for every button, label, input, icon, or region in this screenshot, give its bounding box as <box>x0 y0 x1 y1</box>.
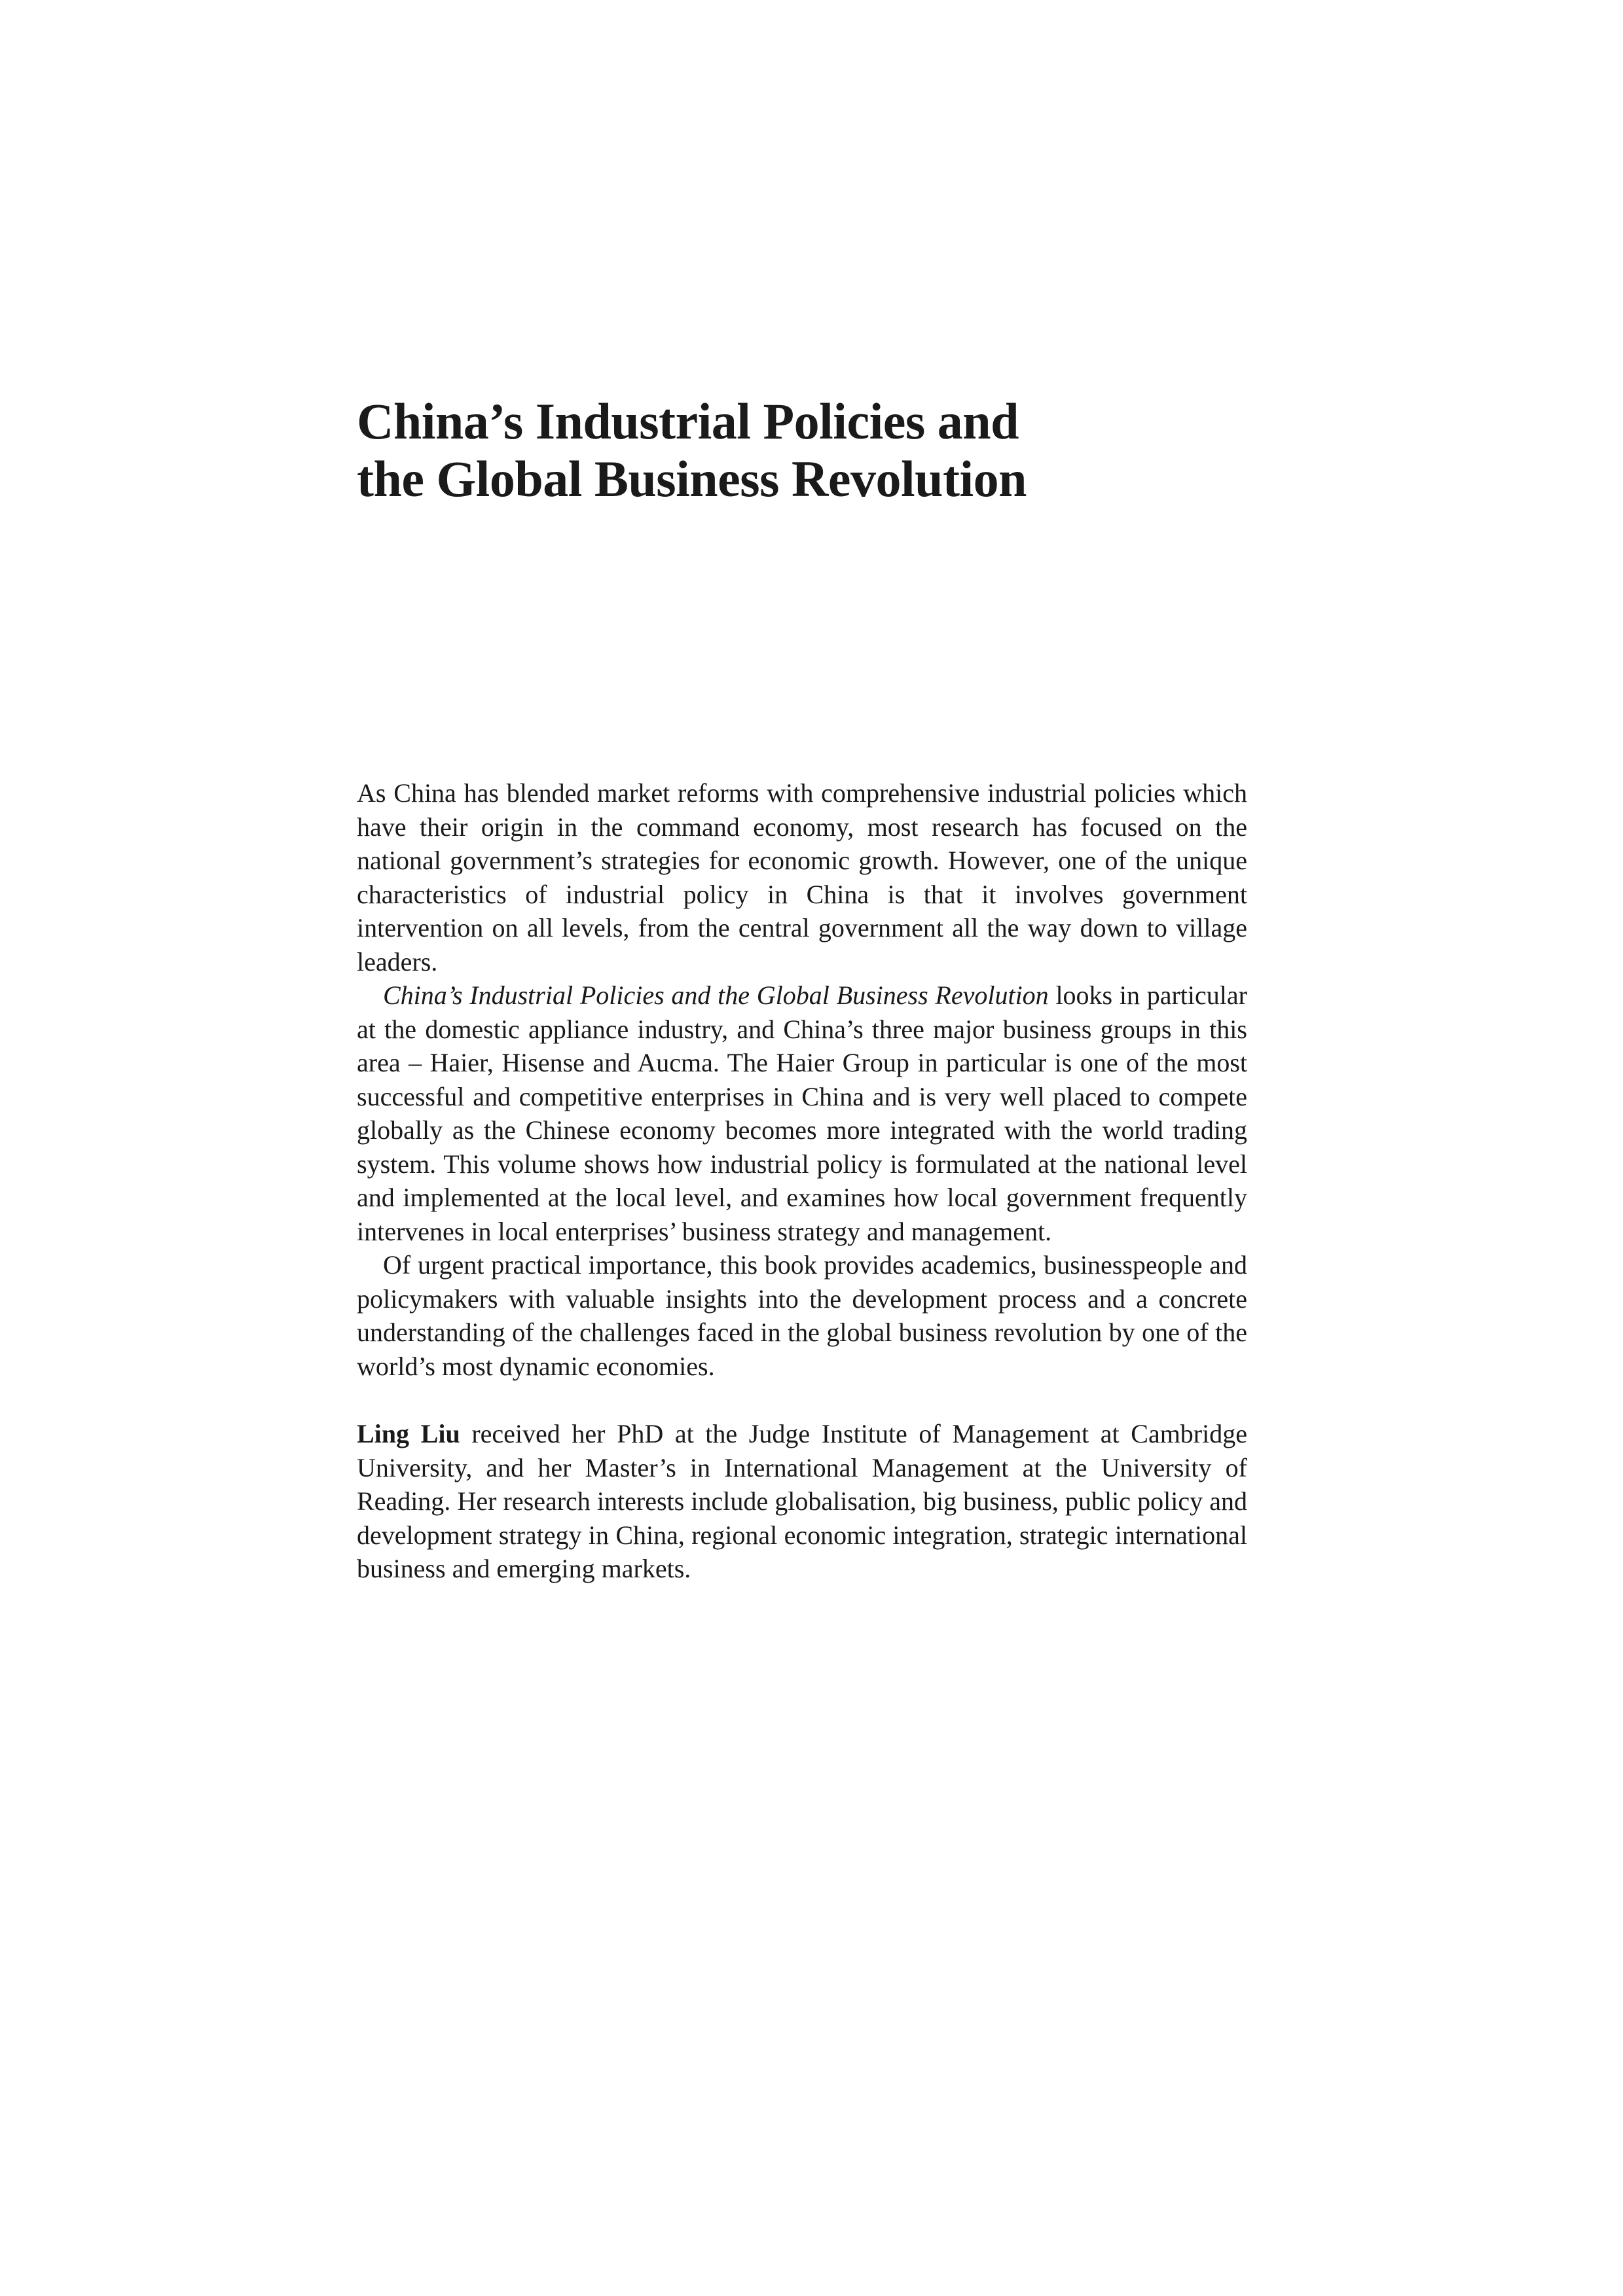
book-title-italic: China’s Industrial Policies and the Global Business Revolution <box>383 980 1049 1010</box>
blurb <box>357 776 1247 1586</box>
description-paragraph-2-text: looks in particular at the domestic appliance industry, and China’s three major business groups in this area – Haier, Hisense and Aucma. The Haier Group in particular is one of the most successful and competitive enterprises in China and is very well placed to compete globally as the Chinese economy becomes more integrated with the world trading system. This volume shows how industrial policy is formulated at the national level and implemented at the local level, and examines how local government frequently intervenes in local enterprises’ business strategy and management. <box>357 980 1247 1246</box>
author-name: Ling Liu <box>357 1419 460 1448</box>
section-gap <box>357 1383 1247 1417</box>
description-paragraph-3: Of urgent practical importance, this book provides academics, businesspeople and policymakers with valuable insights into the development process and a concrete understanding of the challenges faced in the global business revolution by one of the world’s most dynamic economies. <box>357 1250 1247 1381</box>
description-paragraph-2 <box>357 978 1247 1248</box>
book-title-line-2: the Global Business Revolution <box>357 450 1027 507</box>
author-bio-text: received her PhD at the Judge Institute of Management at Cambridge University, and her Master’s in International Management at the University of Reading. Her research interests include globalisation, big business, public policy and development strategy in China, regional economic integration, strategic international business and emerging markets. <box>357 1419 1247 1583</box>
author-bio <box>357 1417 1247 1586</box>
book-title <box>357 393 1286 508</box>
book-title-line-1: China’s Industrial Policies and <box>357 393 1019 450</box>
description-paragraph-1: As China has blended market reforms with comprehensive industrial policies which have their origin in the command economy, most research has focused on the national government’s strategies for economic growth. However, one of the unique characteristics of industrial policy in China is that it involves government intervention on all levels, from the central government all the way down to village leaders. <box>357 778 1247 977</box>
